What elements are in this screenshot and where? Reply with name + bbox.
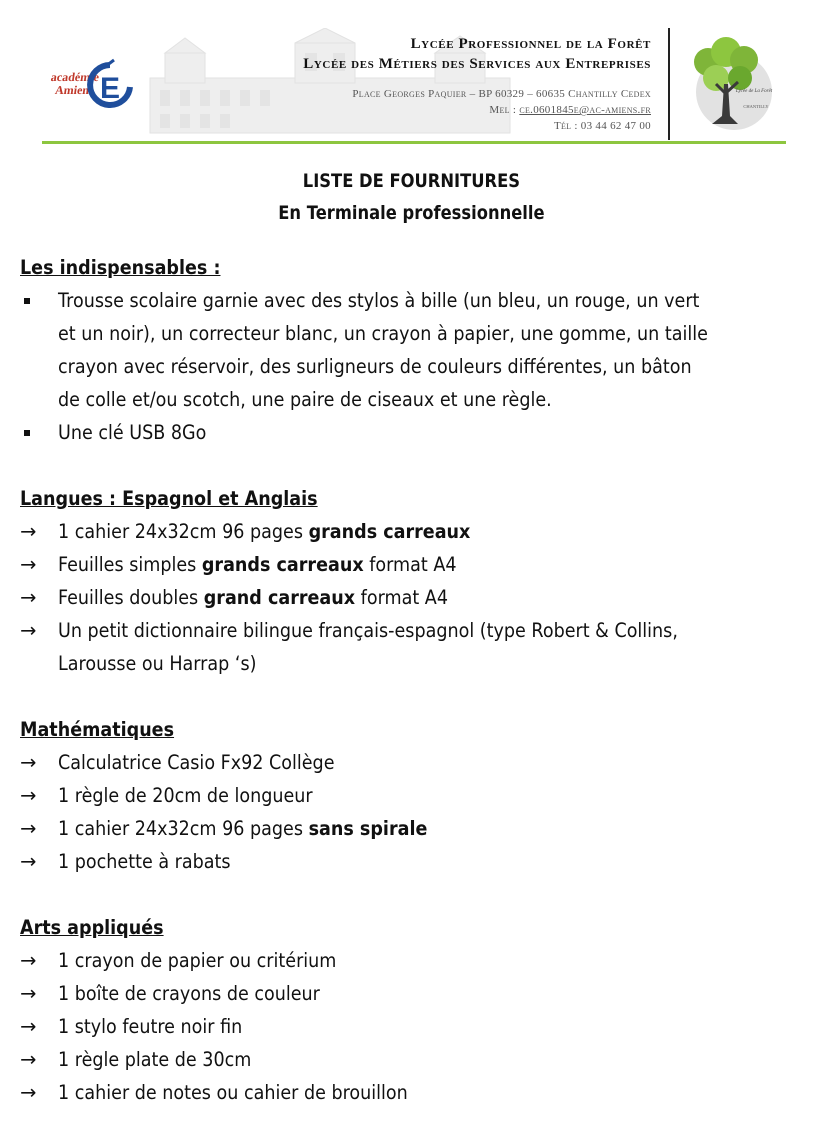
list-item: → Feuilles simples grands carreaux format A4 [20, 548, 810, 581]
list-item: Trousse scolaire garnie avec des stylos à bille (un bleu, un rouge, un vert et un noir), un correcteur blanc, un crayon à papier, une gomme, un taille crayon avec réservoir, des surligneurs de couleurs différentes, un bâton de colle et/ou scotch, une paire de ciseaux et une règle. [20, 284, 810, 416]
list-item: → 1 cahier de notes ou cahier de brouillon [20, 1076, 810, 1109]
list-item: → 1 stylo feutre noir fin [20, 1010, 810, 1043]
section-arts-appliques [20, 911, 810, 1109]
academie-e-icon [86, 57, 134, 113]
school-info [303, 34, 651, 134]
school-subtitle: Lycée des Métiers des Services aux Entreprises [303, 56, 651, 72]
arrow-icon: → [20, 586, 37, 609]
section-mathematiques [20, 713, 810, 878]
tree-logo-city: CHANTILLY [743, 104, 769, 109]
arrow-icon: → [20, 751, 37, 774]
section-heading: Mathématiques [20, 718, 175, 741]
arrow-icon: → [20, 520, 37, 543]
list-item: → 1 règle de 20cm de longueur [20, 779, 810, 812]
list-item: → 1 règle plate de 30cm [20, 1043, 810, 1076]
school-address: Place Georges Paquier – BP 60329 – 60635 Chantilly Cedex [352, 88, 651, 100]
tree-logo-icon [682, 34, 776, 134]
svg-text:E: E [99, 72, 121, 105]
header-divider [668, 28, 670, 140]
list-item: → Un petit dictionnaire bilingue français-espagnol (type Robert & Collins, Larousse ou Harrap ‘s) [20, 614, 810, 680]
arrow-icon: → [20, 1015, 37, 1038]
tree-logo-caption: Lycée de La Forêt [735, 89, 773, 94]
mail-link[interactable]: ce.0601845e@ac-amiens.fr [519, 104, 651, 116]
school-phone: Tél : 03 44 62 47 00 [553, 120, 651, 132]
arrow-icon: → [20, 817, 37, 840]
arrow-icon: → [20, 1048, 37, 1071]
section-heading: Langues : Espagnol et Anglais [20, 487, 318, 510]
section-langues [20, 482, 810, 680]
list-item: → Calculatrice Casio Fx92 Collège [20, 746, 810, 779]
arrow-icon: → [20, 553, 37, 576]
section-heading: Arts appliqués [20, 916, 164, 939]
square-bullet-icon [24, 298, 30, 304]
school-name: Lycée Professionnel de la Forêt [410, 36, 651, 52]
supplies-list [20, 251, 810, 1142]
school-mail: Mel : ce.0601845e@ac-amiens.fr [489, 104, 651, 116]
list-item: → 1 cahier 24x32cm 96 pages grands carreaux [20, 515, 810, 548]
arrow-icon: → [20, 784, 37, 807]
arrow-icon: → [20, 949, 37, 972]
arrow-icon: → [20, 982, 37, 1005]
list-item: → 1 cahier 24x32cm 96 pages sans spirale [20, 812, 810, 845]
academie-amiens-logo [50, 55, 134, 117]
arrow-icon: → [20, 619, 37, 642]
square-bullet-icon [24, 430, 30, 436]
letterhead [0, 0, 823, 150]
arrow-icon: → [20, 850, 37, 873]
document-subtitle: En Terminale professionnelle [278, 202, 545, 224]
list-item: Une clé USB 8Go [20, 416, 810, 449]
list-item: → Feuilles doubles grand carreaux format A4 [20, 581, 810, 614]
green-rule [42, 141, 786, 144]
list-item: → 1 crayon de papier ou critérium [20, 944, 810, 977]
section-indispensables [20, 251, 810, 449]
document-title: LISTE DE FOURNITURES [302, 170, 521, 192]
list-item: → 1 pochette à rabats [20, 845, 810, 878]
section-heading: Les indispensables : [20, 256, 221, 279]
list-item: → 1 boîte de crayons de couleur [20, 977, 810, 1010]
academie-logo-text: académie Amiens [50, 70, 100, 97]
arrow-icon: → [20, 1081, 37, 1104]
